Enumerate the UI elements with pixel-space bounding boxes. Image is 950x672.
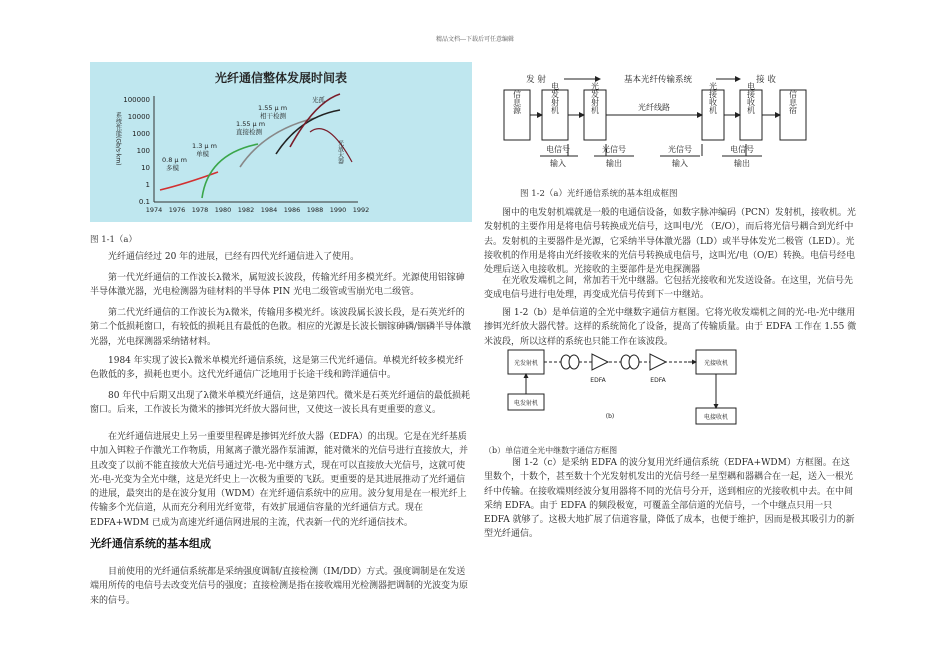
block-electrical-transmitter: 电发射机 <box>513 400 539 407</box>
block-optical-receiver: 光接收机 <box>703 360 729 367</box>
paragraph: 1984 年实现了波长λ微米单模光纤通信系统，这是第三代光纤通信。单模光纤较多模光纤色散低的多，损耗也更小。这代光纤通信广泛地用于长途干线和跨洋通信中。 <box>90 356 464 381</box>
block-info-source: 信息源 <box>512 90 522 114</box>
y-tick: 1000 <box>132 130 150 138</box>
x-tick: 1976 <box>168 206 186 214</box>
label-input: 输入 <box>672 159 688 168</box>
system-block-diagram <box>490 68 838 176</box>
paragraph: 图 1-2（c）是采纳 EDFA 的波分复用光纤通信系统（EDFA+WDM）方框图。在这里数个，十数个，甚至数十个光发射机发出的光信号经一星型耦和器耦合在一起，送入一根光纤中传输。在接收端则经波分复用器将不同的光信号分开，送到相应的光接收机中去。在中间采纳 EDFA。由于 EDFA 的频段极宽，可覆盖全部信道的光信号，一个中继点只用一只 EDFA 就够了。这极大地扩展了信道容量，降低了成本，也便于维护，因而是极其吸引力的新型光纤通信。 <box>484 458 855 540</box>
annotation: 1.55 μ m <box>236 120 266 128</box>
figure-caption: （b）单信道全光中继数字通信方框图 <box>484 446 618 455</box>
x-tick: 1992 <box>352 206 370 214</box>
label-output: 输出 <box>606 159 622 168</box>
label-basic-system: 基本光纤传输系统 <box>623 75 693 85</box>
label-opt-signal-out: 光信号 <box>602 145 626 154</box>
paragraph: 图 1-2（b）是单信道的全光中继数字通信方框图。它将光收发端机之间的光-电-光中继用掺铒光纤放大器代替。这样的系统简化了设备，提高了传输质量。由于 EDFA 工作在 1.55 微米波段，所以这样的系统也只能工作在该波段。 <box>484 308 857 347</box>
x-tick: 1984 <box>260 206 278 214</box>
paragraph: 在光纤通信进展史上另一重要里程碑是掺铒光纤放大器（EDFA）的出现。它是在光纤基质中加入铒粒子作激光工作物质，用氮离子激光器作泵浦源，能对微米的光信号进行直接放大，并且改变了以前不能直接放大光信号通过光-电-光中继方式，现在可以直接放大光信号，这就可使光-电-光变为全光中继，这是光纤史上一次极为重要的飞跃。更重要的是其进展推动了光纤通信的进展，最突出的是在波分复用（WDM）在光纤通信系统中的应用。波分复用是在一根光纤上传输多个光信道，从而充分利用光纤宽带，有效扩展通信容量的光纤通信方式。现在 EDFA+WDM 已成为高速光纤通信网进展的主流，代表新一代的光纤通信技术。 <box>90 432 469 528</box>
label-elec-signal-in: 电信号 <box>546 145 570 154</box>
paragraph: 光纤通信经过 20 年的进展，已经有四代光纤通信进入了使用。 <box>108 252 360 262</box>
x-tick: 1986 <box>283 206 301 214</box>
annotation: 多模 <box>166 164 179 172</box>
label-opt-signal-in: 光信号 <box>668 145 692 154</box>
paragraph: 目前使用的光纤通信系统都是采纳强度调制/直接检测（IM/DD）方式。强度调制是在发送端用所传的电信号去改变光信号的强度；直接检测是指在接收端用光检测器把调制的光波变为原来的信号。 <box>90 567 469 606</box>
block-diagram-svg <box>490 68 838 176</box>
block-electrical-tx: 电发射机 <box>550 82 560 114</box>
annotation: 相干检测 <box>260 112 286 120</box>
figure-sublabel: (b) <box>605 413 615 420</box>
x-tick: 1980 <box>214 206 232 214</box>
block-optical-transmitter: 光发射机 <box>513 360 539 367</box>
development-chart-figure <box>90 62 472 222</box>
page-header: 精品文档---下载后可任意编辑 <box>435 36 515 43</box>
label-output: 输出 <box>734 159 750 168</box>
y-tick: 100 <box>136 147 150 155</box>
y-axis-label: 系统性能(Gb/s·km) <box>114 112 122 166</box>
label-input: 输入 <box>550 159 566 168</box>
label-elec-signal-out: 电信号 <box>730 145 754 154</box>
label-edfa-2: EDFA <box>650 377 666 384</box>
annotation: 光孤 <box>312 96 325 104</box>
edfa-diagram-svg <box>500 346 740 432</box>
block-info-sink: 信息宿 <box>788 90 798 114</box>
annotation: 0.8 μ m <box>162 156 187 164</box>
development-chart <box>90 62 472 222</box>
label-receive: 接 收 <box>756 75 776 85</box>
chart-title: 光纤通信整体发展时间表 <box>214 71 348 85</box>
paragraph: 第一代光纤通信的工作波长λ微米，属短波长波段，传输光纤用多模光纤。光源使用铝镓砷半导体激光器，光电检测器为硅材料的半导体 PIN 光电二级管或雪崩光电二级管。 <box>90 273 465 298</box>
section-heading: 光纤通信系统的基本组成 <box>90 537 211 550</box>
y-tick: 10000 <box>127 113 150 121</box>
block-optical-tx: 光发射机 <box>590 82 600 114</box>
annotation: 光放大器 <box>336 140 344 164</box>
paragraph: 80 年代中后期又出现了λ微米单模光纤通信，这是第四代。微米是石英光纤通信的最低损耗窗口。后来，工作波长为微米的掺铒光纤放大器问世，又使这一波长具有更重要的意义。 <box>90 391 471 416</box>
x-tick: 1978 <box>191 206 209 214</box>
block-electrical-rx: 电接收机 <box>746 82 756 114</box>
block-electrical-receiver: 电接收机 <box>703 414 729 421</box>
paragraph: 第二代光纤通信的工作波长为λ微米，传输用多模光纤。该波段属长波长段，是石英光纤的第二个低损耗窗口，有较低的损耗且有最低的色散。相应的光源是长波长铟镓砷磷/铟磷半导体激光器，光电探测器采纳锗材料。 <box>90 308 472 347</box>
y-tick: 100000 <box>123 96 150 104</box>
y-tick: 0.1 <box>138 198 150 206</box>
label-edfa-1: EDFA <box>590 377 606 384</box>
label-send: 发 射 <box>526 75 546 85</box>
figure-caption: 图 1-2（a）光纤通信系统的基本组成框图 <box>520 189 678 199</box>
y-tick: 1 <box>145 181 150 189</box>
edfa-repeater-diagram <box>500 346 740 432</box>
x-tick: 1974 <box>145 206 163 214</box>
paragraph: 图中的电发射机端就是一般的电通信设备，如数字脉冲编码（PCN）发射机，接收机。光发射机的主要作用是将电信号转换成光信号，这叫电/光 （E/O），而后将光信号耦合到光纤中去。发射机的主要器件是光源，它采纳半导体激光器（LD）或半导体发光二极管（LED）。光接收机的作用是将由光纤接收来的光信号转换成电信号，这叫光/电（O/E）转换。电信号经电处理后送入电接收机。光接收的主要部件是光电探测器 <box>484 208 856 276</box>
annotation: 1.55 μ m <box>258 104 288 112</box>
x-tick: 1982 <box>237 206 255 214</box>
annotation: 1.3 μ m <box>192 142 217 150</box>
x-tick: 1990 <box>329 206 347 214</box>
figure-caption: 图 1-1（a） <box>90 235 137 245</box>
y-tick: 10 <box>141 164 150 172</box>
block-optical-rx: 光接收机 <box>708 82 718 114</box>
x-tick: 1988 <box>306 206 324 214</box>
label-fiber-line: 光纤线路 <box>638 103 670 112</box>
annotation: 直接检测 <box>236 128 262 136</box>
annotation: 单模 <box>196 150 209 158</box>
paragraph: 在光收发端机之间，常加若干光中继器。它包括光接收和光发送设备。在这里，光信号先变成电信号进行电处理，再变成光信号传到下一中继站。 <box>484 276 854 301</box>
